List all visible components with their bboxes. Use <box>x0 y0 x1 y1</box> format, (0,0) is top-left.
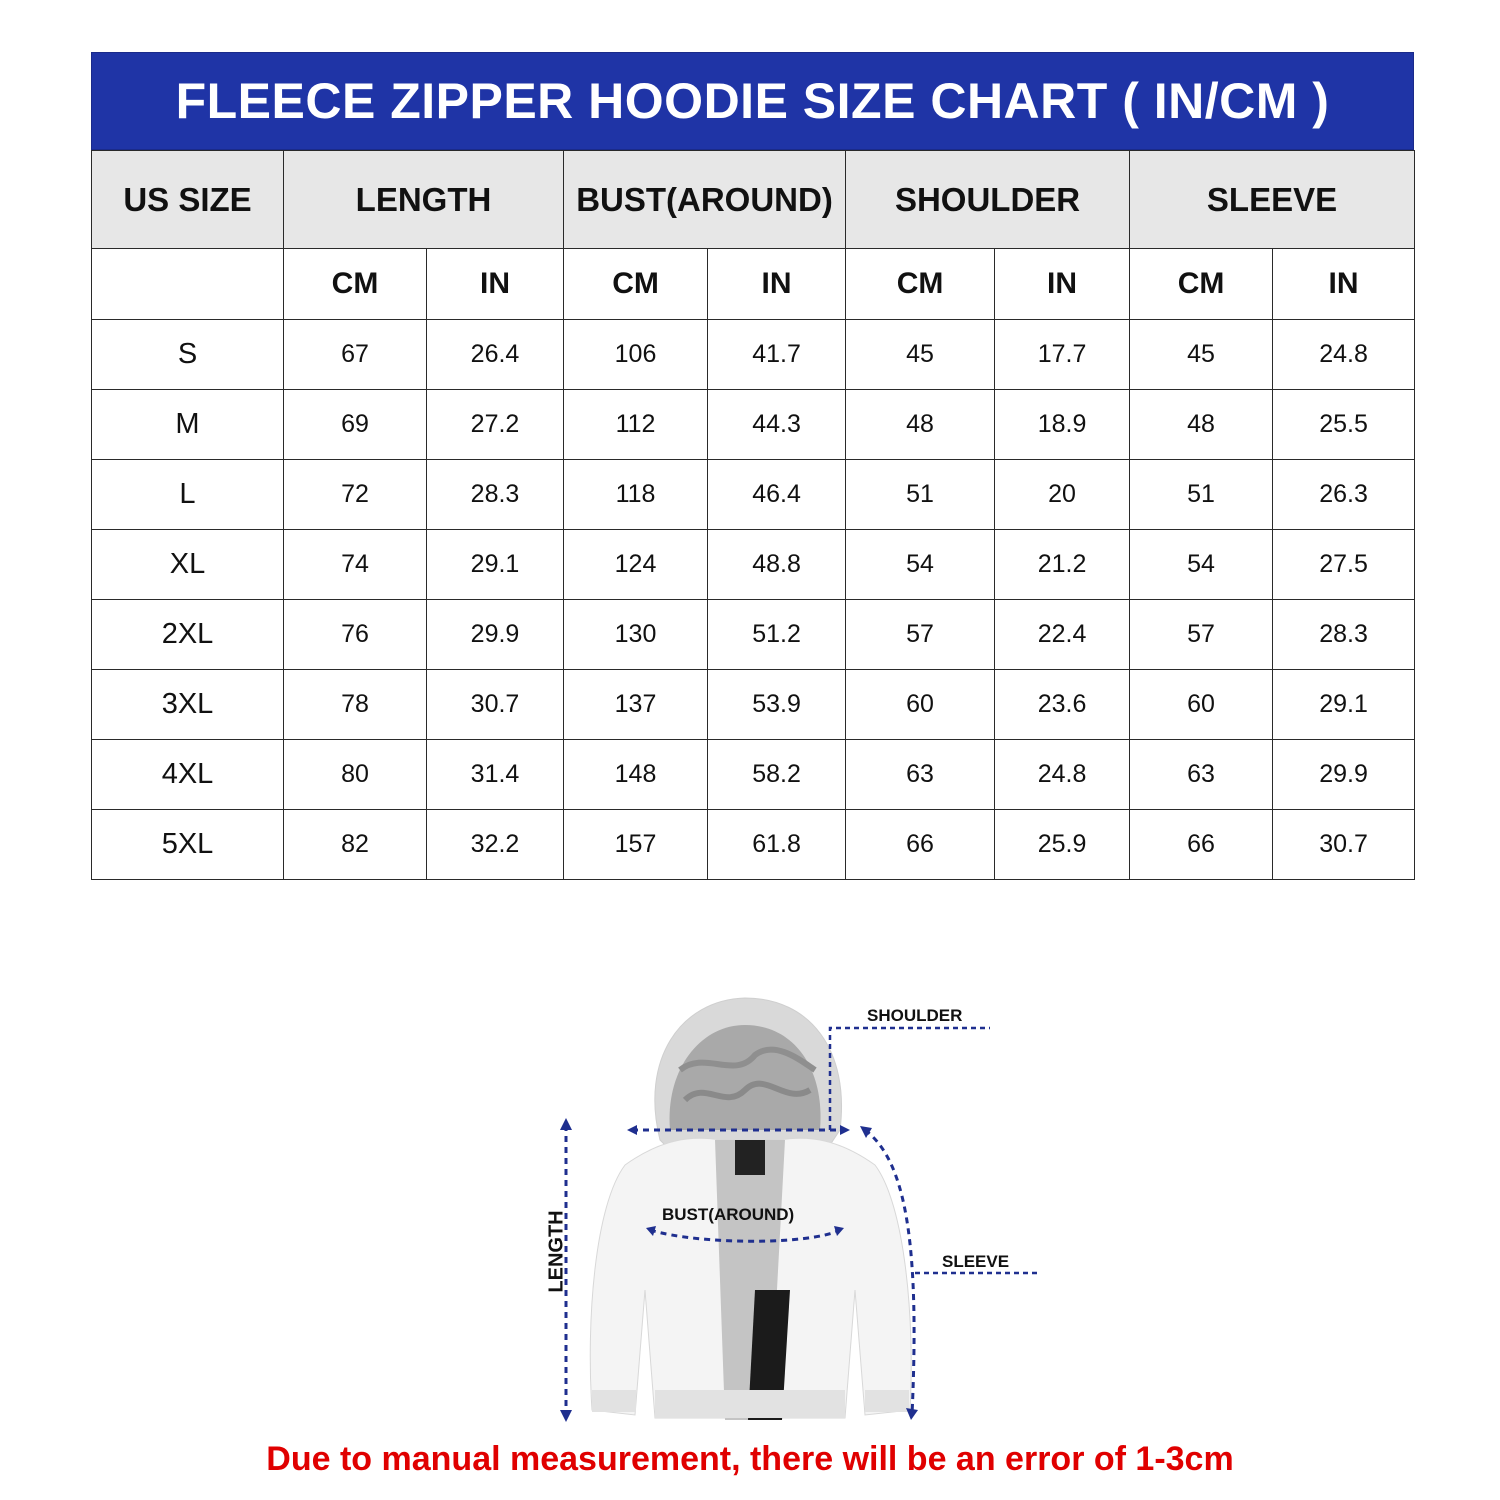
shoulder-label: SHOULDER <box>867 1006 963 1025</box>
cell-sleeve-in: 29.9 <box>1273 740 1415 810</box>
cell-bust-in: 51.2 <box>708 600 846 670</box>
cell-shoulder-in: 20 <box>995 460 1130 530</box>
unit-cm: CM <box>1130 249 1273 320</box>
cell-length-in: 27.2 <box>427 390 564 460</box>
cell-sleeve-in: 24.8 <box>1273 320 1415 390</box>
cell-sleeve-in: 26.3 <box>1273 460 1415 530</box>
table-row <box>92 320 1415 390</box>
header-sleeve: SLEEVE <box>1130 151 1415 249</box>
cell-shoulder-in: 21.2 <box>995 530 1130 600</box>
cell-sleeve-cm: 54 <box>1130 530 1273 600</box>
header-us-size: US SIZE <box>92 151 284 249</box>
cell-sleeve-cm: 60 <box>1130 670 1273 740</box>
cell-length-in: 32.2 <box>427 810 564 880</box>
sleeve-label: SLEEVE <box>942 1252 1010 1271</box>
cell-bust-in: 53.9 <box>708 670 846 740</box>
header-length: LENGTH <box>284 151 564 249</box>
cell-size: L <box>92 460 284 530</box>
cell-shoulder-cm: 57 <box>846 600 995 670</box>
cell-bust-cm: 157 <box>564 810 708 880</box>
cell-length-in: 31.4 <box>427 740 564 810</box>
cell-size: 5XL <box>92 810 284 880</box>
cell-length-in: 29.1 <box>427 530 564 600</box>
cell-sleeve-cm: 63 <box>1130 740 1273 810</box>
cell-size: 2XL <box>92 600 284 670</box>
size-chart <box>91 52 1414 880</box>
cell-bust-cm: 112 <box>564 390 708 460</box>
unit-cm: CM <box>846 249 995 320</box>
unit-cm: CM <box>564 249 708 320</box>
cell-size: 3XL <box>92 670 284 740</box>
cell-sleeve-cm: 66 <box>1130 810 1273 880</box>
cell-shoulder-cm: 48 <box>846 390 995 460</box>
table-row <box>92 670 1415 740</box>
cell-size: M <box>92 390 284 460</box>
unit-cm: CM <box>284 249 427 320</box>
cell-bust-cm: 118 <box>564 460 708 530</box>
cell-sleeve-in: 29.1 <box>1273 670 1415 740</box>
cell-shoulder-cm: 60 <box>846 670 995 740</box>
unit-header-row <box>92 249 1415 320</box>
table-row <box>92 740 1415 810</box>
cell-size: XL <box>92 530 284 600</box>
cell-shoulder-cm: 63 <box>846 740 995 810</box>
cell-bust-cm: 148 <box>564 740 708 810</box>
cell-sleeve-cm: 45 <box>1130 320 1273 390</box>
unit-in: IN <box>995 249 1130 320</box>
table-row <box>92 530 1415 600</box>
bust-label: BUST(AROUND) <box>662 1205 795 1224</box>
cell-size: S <box>92 320 284 390</box>
cell-length-cm: 67 <box>284 320 427 390</box>
cell-bust-cm: 137 <box>564 670 708 740</box>
cell-length-in: 28.3 <box>427 460 564 530</box>
cell-length-cm: 80 <box>284 740 427 810</box>
chart-title: FLEECE ZIPPER HOODIE SIZE CHART ( IN/CM ) <box>175 73 1330 129</box>
cell-shoulder-cm: 45 <box>846 320 995 390</box>
cell-length-cm: 69 <box>284 390 427 460</box>
cell-sleeve-cm: 57 <box>1130 600 1273 670</box>
cell-length-cm: 82 <box>284 810 427 880</box>
cell-bust-in: 44.3 <box>708 390 846 460</box>
unit-blank-cell <box>92 249 284 320</box>
cell-length-in: 29.9 <box>427 600 564 670</box>
cell-bust-cm: 124 <box>564 530 708 600</box>
hoodie-illustration <box>520 990 1080 1430</box>
cell-sleeve-in: 25.5 <box>1273 390 1415 460</box>
table-row <box>92 600 1415 670</box>
cell-bust-in: 46.4 <box>708 460 846 530</box>
header-bust: BUST(AROUND) <box>564 151 846 249</box>
cell-shoulder-cm: 66 <box>846 810 995 880</box>
cell-shoulder-cm: 51 <box>846 460 995 530</box>
column-header-row <box>92 151 1415 249</box>
cell-bust-in: 41.7 <box>708 320 846 390</box>
cell-shoulder-in: 17.7 <box>995 320 1130 390</box>
size-table <box>91 150 1415 880</box>
cell-length-in: 30.7 <box>427 670 564 740</box>
cell-shoulder-cm: 54 <box>846 530 995 600</box>
cell-sleeve-cm: 51 <box>1130 460 1273 530</box>
cell-length-cm: 78 <box>284 670 427 740</box>
cell-sleeve-in: 30.7 <box>1273 810 1415 880</box>
cell-length-cm: 74 <box>284 530 427 600</box>
cell-sleeve-in: 27.5 <box>1273 530 1415 600</box>
cell-bust-cm: 130 <box>564 600 708 670</box>
length-label: LENGTH <box>545 1210 568 1293</box>
cell-shoulder-in: 23.6 <box>995 670 1130 740</box>
cell-shoulder-in: 22.4 <box>995 600 1130 670</box>
table-row <box>92 390 1415 460</box>
cell-length-cm: 72 <box>284 460 427 530</box>
cell-sleeve-in: 28.3 <box>1273 600 1415 670</box>
cell-length-cm: 76 <box>284 600 427 670</box>
cell-shoulder-in: 18.9 <box>995 390 1130 460</box>
hoodie-measurement-diagram <box>520 990 1080 1430</box>
cell-length-in: 26.4 <box>427 320 564 390</box>
cell-shoulder-in: 24.8 <box>995 740 1130 810</box>
cell-bust-in: 61.8 <box>708 810 846 880</box>
unit-in: IN <box>1273 249 1415 320</box>
measurement-note: Due to manual measurement, there will be an error of 1-3cm <box>266 1440 1234 1478</box>
table-row <box>92 810 1415 880</box>
cell-bust-in: 48.8 <box>708 530 846 600</box>
cell-size: 4XL <box>92 740 284 810</box>
cell-shoulder-in: 25.9 <box>995 810 1130 880</box>
cell-sleeve-cm: 48 <box>1130 390 1273 460</box>
unit-in: IN <box>427 249 564 320</box>
cell-bust-cm: 106 <box>564 320 708 390</box>
unit-in: IN <box>708 249 846 320</box>
header-shoulder: SHOULDER <box>846 151 1130 249</box>
table-row <box>92 460 1415 530</box>
cell-bust-in: 58.2 <box>708 740 846 810</box>
chart-title-bar <box>91 52 1414 150</box>
